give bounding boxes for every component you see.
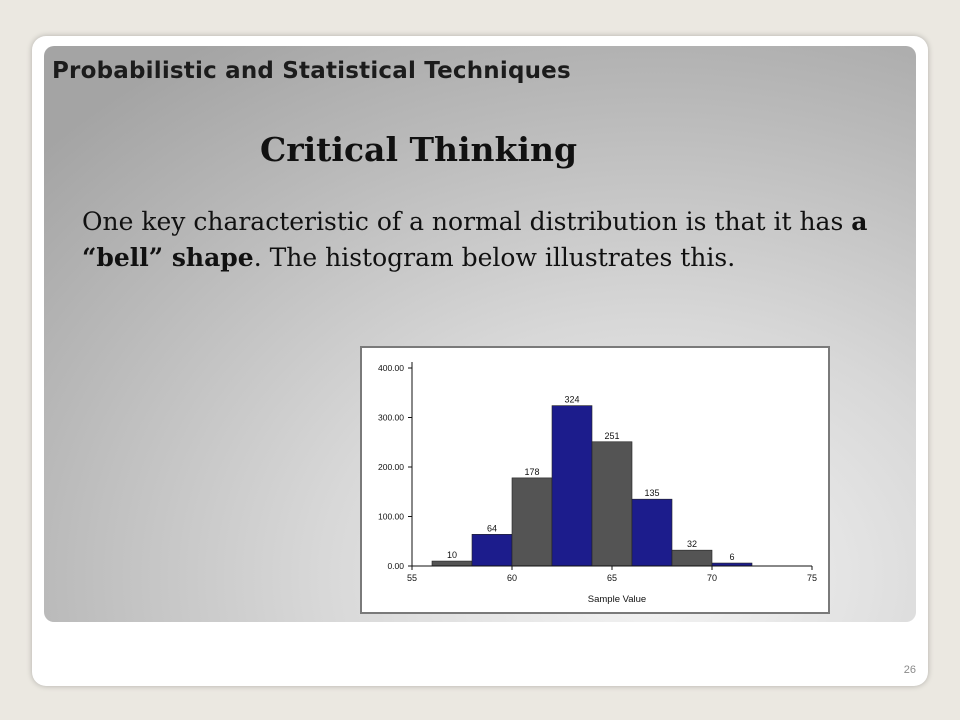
y-tick-label: 300.00 [378, 412, 404, 423]
x-tick-label: 65 [606, 573, 618, 583]
bar-value-label: 6 [729, 552, 735, 563]
bar-value-label: 10 [446, 550, 458, 561]
y-tick-label: 100.00 [378, 511, 404, 522]
body-text-part1: One key characteristic of a normal distribution is that it has [82, 207, 852, 236]
bar-value-label: 64 [486, 523, 498, 534]
x-axis-label: Sample Value [587, 594, 647, 605]
slide-heading: Critical Thinking [260, 130, 578, 169]
y-tick-label: 0.00 [387, 561, 404, 571]
histogram-bar [672, 550, 712, 566]
x-tick-label: 75 [806, 573, 818, 583]
bar-value-label: 135 [644, 488, 660, 499]
bar-value-label: 178 [524, 466, 540, 477]
histogram-bar [552, 406, 592, 566]
body-text-emphasis: a “bell” shape [82, 207, 868, 272]
x-tick-label: 70 [706, 573, 718, 583]
body-text-part2: . The histogram below illustrates this. [253, 243, 736, 272]
bar-value-label: 324 [564, 394, 580, 405]
y-tick-label: 400.00 [378, 363, 404, 373]
page-number: 26 [903, 664, 916, 676]
body-text [82, 204, 872, 276]
y-tick-label: 200.00 [378, 462, 404, 472]
histogram-svg [362, 348, 828, 612]
histogram-bar [592, 442, 632, 566]
bar-value-label: 32 [686, 539, 698, 550]
histogram-bar [632, 499, 672, 566]
x-tick-label: 60 [506, 573, 518, 583]
deck-title: Probabilistic and Statistical Techniques [52, 58, 571, 84]
histogram-bar [432, 561, 472, 566]
content-panel [44, 46, 916, 622]
histogram-chart [360, 346, 830, 614]
bar-value-label: 251 [604, 430, 620, 441]
histogram-bar [512, 478, 552, 566]
x-tick-label: 55 [406, 573, 418, 583]
histogram-bar [472, 534, 512, 566]
